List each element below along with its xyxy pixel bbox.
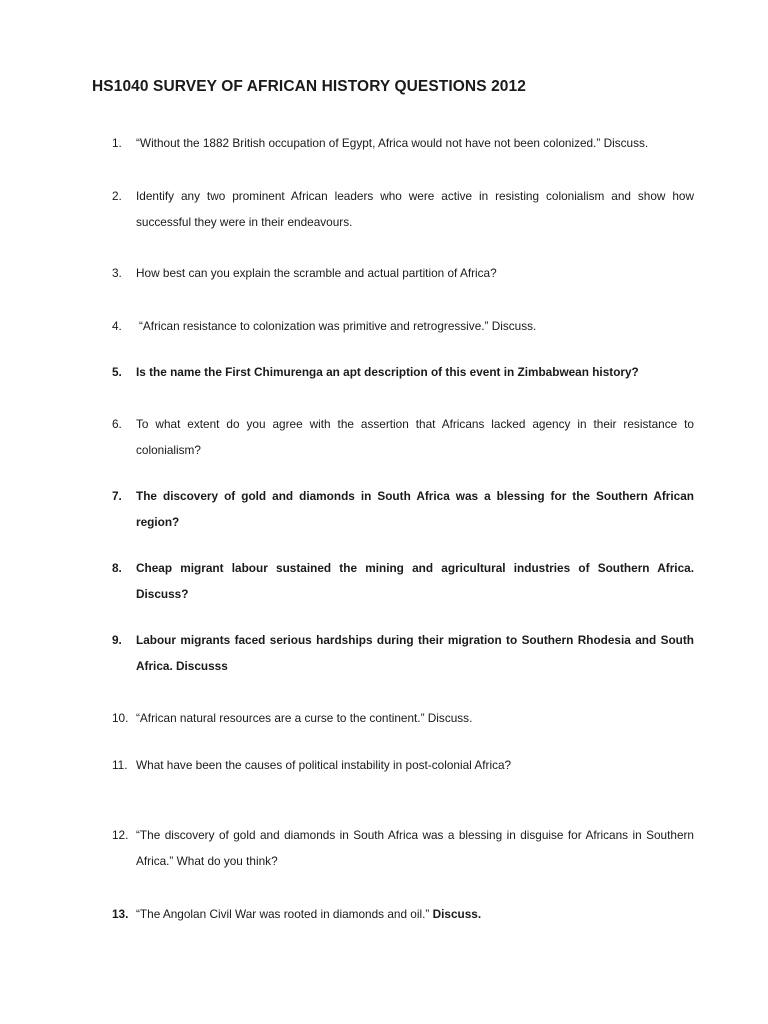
question-text-tail: Discuss. bbox=[429, 907, 482, 921]
question-number: 12. bbox=[112, 828, 129, 842]
question-number: 5. bbox=[112, 365, 122, 379]
question-number: 1. bbox=[112, 136, 122, 150]
question-number: 4. bbox=[112, 319, 122, 333]
question-number: 13. bbox=[112, 907, 129, 921]
question-text: “African natural resources are a curse to the continent.” Discuss. bbox=[136, 711, 473, 725]
question-text: Is the name the First Chimurenga an apt description of this event in Zimbabwean history? bbox=[136, 365, 639, 379]
question-text: “Without the 1882 British occupation of Egypt, Africa would not have not been colonized.” Discuss. bbox=[136, 136, 649, 150]
question-text: “The discovery of gold and diamonds in South Africa was a blessing in disguise for Africans in Southern Africa.” What do you think? bbox=[136, 828, 694, 868]
question-text: Cheap migrant labour sustained the mining and agricultural industries of Southern Africa. Discuss? bbox=[136, 561, 694, 601]
question-number: 9. bbox=[112, 633, 122, 647]
question-number: 11. bbox=[112, 758, 128, 772]
question-text: The discovery of gold and diamonds in South Africa was a blessing for the Southern African region? bbox=[136, 489, 694, 529]
question-number: 2. bbox=[112, 189, 122, 203]
question-number: 3. bbox=[112, 266, 122, 280]
question-text: “African resistance to colonization was primitive and retrogressive.” Discuss. bbox=[139, 319, 537, 333]
question-text: To what extent do you agree with the assertion that Africans lacked agency in their resistance to colonialism? bbox=[136, 417, 694, 457]
question-number: 8. bbox=[112, 561, 122, 575]
question-number: 10. bbox=[112, 711, 129, 725]
question-text: What have been the causes of political instability in post-colonial Africa? bbox=[136, 758, 512, 772]
document-title: HS1040 SURVEY OF AFRICAN HISTORY QUESTIONS 2012 bbox=[92, 78, 526, 95]
question-text-main: “The Angolan Civil War was rooted in diamonds and oil.” bbox=[136, 907, 430, 921]
question-number: 7. bbox=[112, 489, 122, 503]
question-number: 6. bbox=[112, 417, 122, 431]
question-text: How best can you explain the scramble and actual partition of Africa? bbox=[136, 266, 497, 280]
question-text: Labour migrants faced serious hardships during their migration to Southern Rhodesia and South Africa. Discusss bbox=[136, 633, 694, 673]
question-text: Identify any two prominent African leaders who were active in resisting colonialism and show how successful they were in their endeavours. bbox=[136, 189, 694, 229]
question-text bbox=[136, 901, 694, 927]
